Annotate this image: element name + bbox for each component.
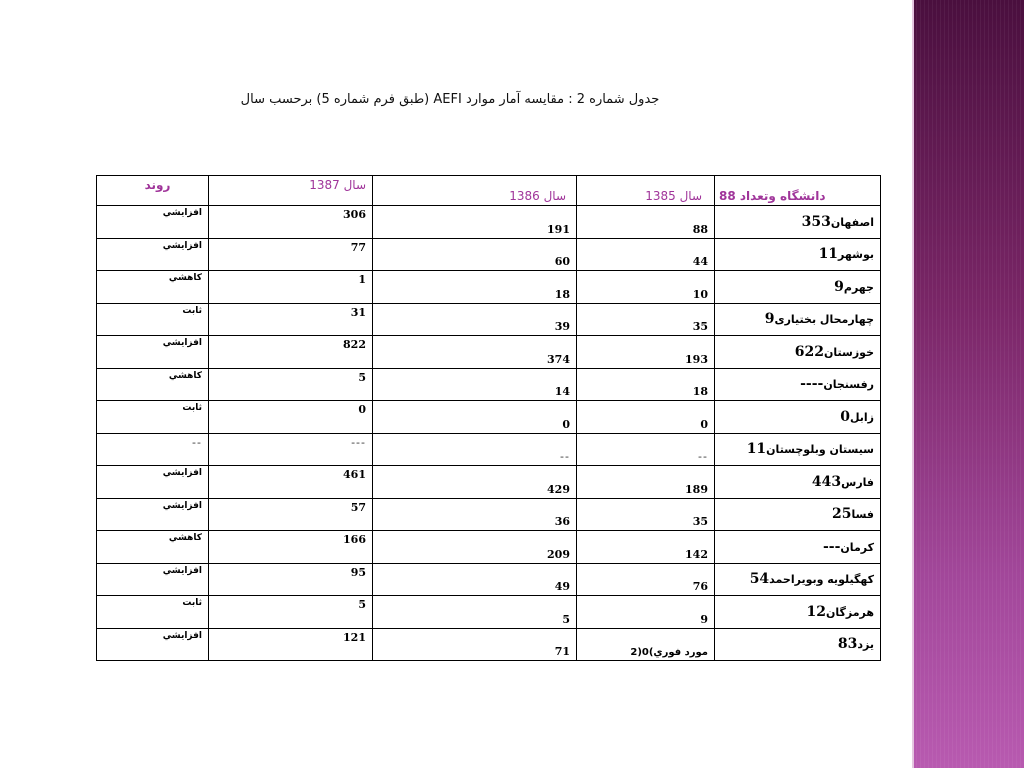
university-label bbox=[719, 409, 874, 425]
year-1385-value: 142 bbox=[685, 547, 708, 561]
university-name: کهگیلویه وبویراحمد bbox=[769, 573, 874, 587]
table-row bbox=[97, 628, 881, 661]
university-count: 0 bbox=[840, 408, 850, 425]
trend-cell bbox=[97, 433, 209, 466]
trend-cell bbox=[97, 238, 209, 271]
year-1385-cell bbox=[577, 531, 715, 564]
year-1387-cell bbox=[209, 271, 373, 304]
year-1387-cell bbox=[209, 206, 373, 239]
trend-cell bbox=[97, 271, 209, 304]
header-trend: روند bbox=[97, 176, 209, 206]
year-1385-cell bbox=[577, 336, 715, 369]
university-label bbox=[719, 636, 874, 652]
university-cell bbox=[715, 401, 881, 434]
year-1387-cell bbox=[209, 466, 373, 499]
year-1387-cell bbox=[209, 303, 373, 336]
trend-cell bbox=[97, 596, 209, 629]
year-1385-value: 0 bbox=[700, 417, 708, 431]
university-name: خوزستان bbox=[824, 345, 874, 359]
university-count: 12 bbox=[806, 603, 826, 620]
university-count: 25 bbox=[831, 506, 852, 523]
university-name: بوشهر bbox=[838, 248, 874, 262]
year-1387-value: 77 bbox=[350, 240, 366, 254]
year-1387-cell bbox=[209, 401, 373, 434]
year-1385-value: 9 bbox=[700, 612, 708, 626]
year-1385-value: 189 bbox=[685, 482, 708, 496]
university-label bbox=[719, 214, 874, 230]
year-1387-value: 822 bbox=[343, 338, 366, 351]
header-university: دانشگاه وتعداد 88 bbox=[715, 176, 881, 206]
university-count: ---- bbox=[800, 376, 824, 393]
university-name: زابل bbox=[849, 410, 874, 424]
table-title: جدول شماره 2 : مقایسه آمار موارد AEFI (طبق فرم شماره 5) برحسب سال bbox=[240, 92, 660, 107]
year-1385-value: 18 bbox=[692, 385, 708, 398]
table-row bbox=[97, 206, 881, 239]
university-cell bbox=[715, 368, 881, 401]
year-1386-value: 0 bbox=[562, 417, 570, 431]
trend-cell bbox=[97, 368, 209, 401]
trend-value: کاهشي bbox=[168, 533, 202, 543]
year-1385-cell bbox=[577, 368, 715, 401]
year-1385-value: 35 bbox=[692, 320, 708, 333]
decorative-side-bar bbox=[912, 0, 1024, 768]
header-year-1386: سال 1386 bbox=[373, 176, 577, 206]
year-1387-cell bbox=[209, 563, 373, 596]
university-name: هرمزگان bbox=[825, 605, 874, 619]
trend-value: افزايشي bbox=[162, 468, 202, 478]
university-cell bbox=[715, 206, 881, 239]
university-count: 54 bbox=[749, 571, 770, 588]
year-1385-cell bbox=[577, 271, 715, 304]
year-1385-value: -- bbox=[698, 450, 708, 463]
year-1386-cell bbox=[373, 628, 577, 661]
year-1386-cell bbox=[373, 238, 577, 271]
year-1386-value: 18 bbox=[554, 287, 570, 301]
year-1385-cell bbox=[577, 303, 715, 336]
year-1387-cell bbox=[209, 498, 373, 531]
year-1385-cell bbox=[577, 563, 715, 596]
trend-value: افزايشي bbox=[162, 500, 202, 511]
university-name: سیستان وبلوچستان bbox=[766, 443, 874, 457]
trend-value: افزايشي bbox=[162, 338, 202, 348]
university-cell bbox=[715, 498, 881, 531]
trend-cell bbox=[97, 628, 209, 661]
year-1387-value: 121 bbox=[343, 630, 366, 644]
university-cell bbox=[715, 271, 881, 304]
year-1387-value: 5 bbox=[358, 598, 366, 611]
year-1387-value: 5 bbox=[358, 370, 366, 384]
trend-cell bbox=[97, 303, 209, 336]
trend-value: افزايشي bbox=[162, 565, 202, 576]
year-1387-value: 0 bbox=[358, 403, 366, 416]
year-1387-cell bbox=[209, 628, 373, 661]
year-1387-cell bbox=[209, 433, 373, 466]
aefi-comparison-table bbox=[96, 175, 881, 661]
year-1386-cell bbox=[373, 336, 577, 369]
year-1385-value: 35 bbox=[692, 515, 708, 528]
year-1385-cell bbox=[577, 206, 715, 239]
year-1387-value: --- bbox=[351, 435, 366, 449]
university-name: کرمان bbox=[840, 540, 874, 554]
trend-cell bbox=[97, 336, 209, 369]
year-1386-cell bbox=[373, 498, 577, 531]
year-1387-cell bbox=[209, 238, 373, 271]
trend-value: کاهشي bbox=[168, 273, 202, 283]
university-name: رفسنجان bbox=[823, 378, 874, 392]
year-1386-value: 36 bbox=[554, 515, 570, 528]
year-1386-cell bbox=[373, 563, 577, 596]
trend-cell bbox=[97, 498, 209, 531]
table-row bbox=[97, 368, 881, 401]
table-row bbox=[97, 596, 881, 629]
university-label bbox=[719, 506, 874, 522]
trend-cell bbox=[97, 466, 209, 499]
table-row bbox=[97, 531, 881, 564]
trend-cell bbox=[97, 563, 209, 596]
year-1385-cell bbox=[577, 498, 715, 531]
university-name: چهارمحال بختیاری bbox=[774, 313, 874, 327]
year-1385-cell bbox=[577, 401, 715, 434]
year-1386-value: 71 bbox=[554, 645, 570, 658]
year-1386-cell bbox=[373, 466, 577, 499]
university-count: 353 bbox=[801, 213, 831, 230]
year-1385-cell bbox=[577, 466, 715, 499]
table-row bbox=[97, 238, 881, 271]
trend-value: ثابت bbox=[182, 305, 202, 316]
year-1385-value: 88 bbox=[692, 222, 708, 236]
university-cell bbox=[715, 531, 881, 564]
year-1385-cell bbox=[577, 628, 715, 661]
year-1386-cell bbox=[373, 206, 577, 239]
table-row bbox=[97, 401, 881, 434]
year-1386-value: 429 bbox=[547, 482, 570, 496]
university-name: یزد bbox=[857, 638, 874, 652]
university-count: 622 bbox=[794, 343, 825, 360]
trend-cell bbox=[97, 401, 209, 434]
trend-value: افزايشي bbox=[162, 240, 202, 251]
year-1386-value: 5 bbox=[562, 612, 570, 626]
university-count: 83 bbox=[837, 636, 858, 653]
year-1386-cell bbox=[373, 303, 577, 336]
year-1386-cell bbox=[373, 271, 577, 304]
university-name: جهرم bbox=[843, 280, 874, 294]
trend-cell bbox=[97, 531, 209, 564]
university-count: 11 bbox=[746, 441, 767, 458]
year-1385-cell bbox=[577, 596, 715, 629]
year-1385-value: 44 bbox=[692, 255, 708, 268]
year-1386-cell bbox=[373, 401, 577, 434]
year-1387-value: 306 bbox=[343, 208, 366, 221]
university-cell bbox=[715, 433, 881, 466]
table-row bbox=[97, 563, 881, 596]
year-1386-value: 14 bbox=[554, 385, 570, 398]
university-label bbox=[719, 441, 874, 457]
university-cell bbox=[715, 303, 881, 336]
year-1387-cell bbox=[209, 596, 373, 629]
year-1386-value: 60 bbox=[554, 255, 570, 268]
table-row bbox=[97, 498, 881, 531]
header-year-1387: سال 1387 bbox=[209, 176, 373, 206]
university-cell bbox=[715, 466, 881, 499]
trend-value: ثابت bbox=[182, 403, 202, 413]
year-1386-cell bbox=[373, 531, 577, 564]
university-count: 9 bbox=[764, 311, 775, 328]
year-1386-value: 191 bbox=[547, 222, 570, 236]
trend-value: -- bbox=[192, 435, 202, 449]
table-row bbox=[97, 433, 881, 466]
university-cell bbox=[715, 596, 881, 629]
university-label bbox=[719, 604, 874, 620]
trend-value: افزايشي bbox=[162, 208, 202, 218]
year-1386-value: 374 bbox=[547, 352, 570, 366]
university-label bbox=[719, 344, 874, 360]
university-label bbox=[719, 279, 874, 295]
year-1386-value: -- bbox=[560, 450, 570, 463]
university-label bbox=[719, 246, 874, 262]
year-1385-value: مورد فوري)0(2 bbox=[630, 647, 708, 658]
year-1385-cell bbox=[577, 238, 715, 271]
university-label bbox=[719, 474, 874, 490]
university-count: --- bbox=[822, 538, 841, 555]
year-1387-value: 461 bbox=[343, 468, 366, 481]
year-1387-value: 1 bbox=[358, 273, 366, 286]
year-1387-cell bbox=[209, 368, 373, 401]
year-1386-value: 49 bbox=[554, 580, 570, 593]
trend-value: کاهشي bbox=[168, 370, 202, 381]
year-1386-cell bbox=[373, 596, 577, 629]
university-cell bbox=[715, 238, 881, 271]
year-1386-value: 209 bbox=[547, 547, 570, 561]
trend-cell bbox=[97, 206, 209, 239]
trend-value: ثابت bbox=[182, 598, 202, 608]
university-cell bbox=[715, 563, 881, 596]
university-count: 443 bbox=[811, 473, 842, 490]
year-1387-cell bbox=[209, 531, 373, 564]
university-cell bbox=[715, 628, 881, 661]
university-count: 9 bbox=[834, 278, 844, 295]
year-1386-cell bbox=[373, 368, 577, 401]
table-row bbox=[97, 271, 881, 304]
year-1385-value: 193 bbox=[685, 352, 708, 366]
university-label bbox=[719, 571, 874, 587]
year-1385-value: 76 bbox=[692, 580, 708, 593]
year-1387-value: 31 bbox=[350, 305, 366, 319]
trend-value: افزايشي bbox=[162, 630, 202, 641]
year-1386-cell bbox=[373, 433, 577, 466]
year-1387-value: 95 bbox=[350, 565, 366, 579]
table-header-row bbox=[97, 176, 881, 206]
table-row bbox=[97, 303, 881, 336]
university-label bbox=[719, 539, 874, 555]
university-name: فارس bbox=[841, 475, 874, 489]
university-label bbox=[719, 376, 874, 392]
year-1385-cell bbox=[577, 433, 715, 466]
university-label bbox=[719, 311, 874, 327]
year-1387-cell bbox=[209, 336, 373, 369]
table-row bbox=[97, 466, 881, 499]
university-name: فسا bbox=[851, 508, 874, 522]
year-1386-value: 39 bbox=[554, 320, 570, 333]
year-1387-value: 166 bbox=[343, 533, 366, 546]
table-row bbox=[97, 336, 881, 369]
header-year-1385: سال 1385 bbox=[577, 176, 715, 206]
university-cell bbox=[715, 336, 881, 369]
year-1385-value: 10 bbox=[692, 287, 708, 301]
year-1387-value: 57 bbox=[350, 500, 366, 514]
university-count: 11 bbox=[818, 246, 839, 263]
university-name: اصفهان bbox=[830, 215, 874, 229]
